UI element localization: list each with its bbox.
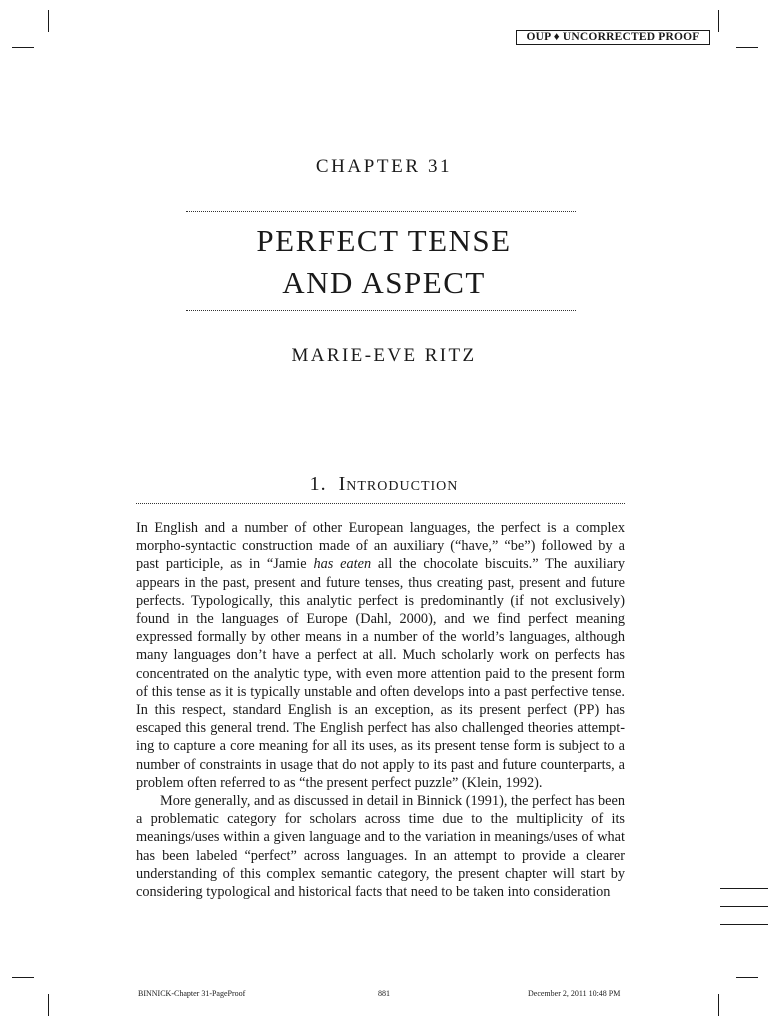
paragraph	[136, 519, 625, 792]
chapter-title-line: AND ASPECT	[282, 265, 486, 300]
paragraph: More generally, and as discussed in detail in Binnick (1991), the perfect has been a problematic category for scholars across time due to the multiplicity of its meanings/uses within a given language and to the variation in meanings/uses of what has been labeled “perfect” across languages. In an attempt to provide a clearer understanding of this complex semantic category, the present chapter will start by considering typological and historical facts that need to be taken into consideration	[136, 793, 625, 901]
footer-left: BINNICK-Chapter 31-PageProof	[138, 989, 246, 998]
chapter-label: CHAPTER 31	[315, 156, 453, 177]
footer-page-number: 881	[378, 989, 390, 998]
chapter-title	[0, 220, 768, 304]
paragraph-text: all the chocolate biscuits.” The auxiliary appears in the past, present and future tenses, thus creating past, present and future perfects. Typologically, this analytic perfect is predominantly (if not exclusively) found in the languages of Europe (Dahl, 2000), and we find perfect meaning expressed formally by other means in a number of the world’s languages, although many languages don’t have a perfect at all. Much scholarly work on perfects has concentrated on the analytic type, with even more attention paid to the present form of this tense as it is typically unstable and often develops into a past perfective tense. In this respect, standard English is an exception, as its present perfect (PP) has escaped this general trend. The English perfect has also challenged theories attempt-ing to capture a core meaning for all its uses, as its present tense form is subject to a number of constraints in usage that do not apply to its past and future counterparts, a problem often referred to as “the present perfect puzzle” (Klein, 1992).	[136, 556, 625, 791]
italic-phrase: has eaten	[313, 556, 372, 573]
crop-mark-top-right-horizontal	[736, 47, 758, 48]
crop-mark-bottom-right-vertical	[718, 994, 719, 1016]
proof-badge: OUP ♦ UNCORRECTED PROOF	[516, 30, 710, 45]
section-number: 1.	[309, 473, 327, 495]
title-top-dotted-rule	[186, 211, 576, 212]
section-title: Introduction	[338, 473, 459, 495]
footer-right: December 2, 2011 10:48 PM	[528, 989, 621, 998]
paragraph-text: In English and a number of other European languages, the perfect is a complex morpho-syntactic construction made of an auxiliary (“have,” “be”) followed by a past participle, as in “Jamie	[136, 520, 625, 573]
body-text	[136, 519, 625, 901]
crop-mark-bottom-right-horizontal	[736, 977, 758, 978]
margin-rule	[720, 924, 768, 925]
crop-mark-top-left-horizontal	[12, 47, 34, 48]
author-name: MARIE-EVE RITZ	[291, 345, 477, 366]
chapter-title-line: PERFECT TENSE	[256, 223, 512, 258]
section-heading	[0, 473, 768, 496]
margin-rule	[720, 906, 768, 907]
section-dotted-rule	[136, 503, 625, 504]
crop-mark-top-right-vertical	[718, 10, 719, 32]
crop-mark-top-left-vertical	[48, 10, 49, 32]
crop-mark-bottom-left-vertical	[48, 994, 49, 1016]
margin-rule	[720, 888, 768, 889]
title-bottom-dotted-rule	[186, 310, 576, 311]
crop-mark-bottom-left-horizontal	[12, 977, 34, 978]
